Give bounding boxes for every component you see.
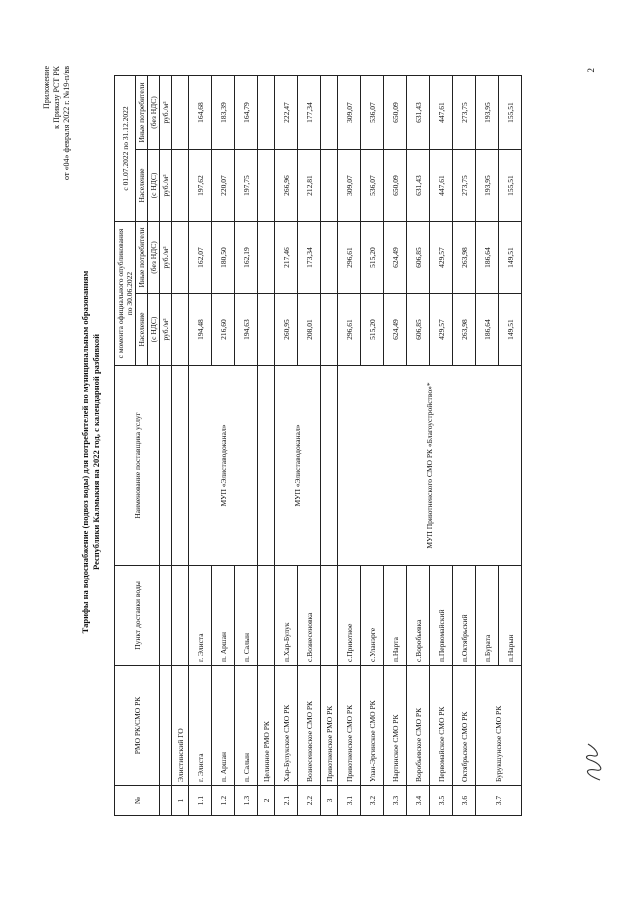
- row-p2-other: 193,95: [476, 76, 499, 150]
- row-rmo: Целинное РМО РК: [258, 666, 275, 786]
- row-p2-other: 447,61: [430, 76, 453, 150]
- row-p1-other: 173,34: [298, 222, 321, 294]
- supplier-cell: МУП «Элиставодоканал»: [275, 366, 321, 566]
- row-p2-other: 273,75: [453, 76, 476, 150]
- row-p2-other: 631,43: [407, 76, 430, 150]
- row-p1-other: 149,51: [499, 222, 522, 294]
- table-row: [338, 76, 361, 816]
- row-point: п.Нарын: [499, 566, 522, 666]
- table-row: [172, 76, 189, 816]
- row-point: п.Первомайский: [430, 566, 453, 666]
- row-num: 3.7: [476, 786, 522, 816]
- row-p2-pop: 631,43: [407, 150, 430, 222]
- handwritten-signature: [580, 742, 606, 782]
- header-unit-1: руб./м³: [160, 294, 172, 366]
- header-rmo: РМО РК/СМО РК: [115, 666, 160, 786]
- row-num: 1.3: [235, 786, 258, 816]
- row-num: 3.5: [430, 786, 453, 816]
- row-point: п. Аршан: [212, 566, 235, 666]
- tariff-table: [114, 75, 522, 816]
- header-empty-num: [160, 786, 172, 816]
- row-p1-other: 162,19: [235, 222, 258, 294]
- row-p2-pop: 155,51: [499, 150, 522, 222]
- header-period-2: с 01.07.2022 по 31.12.2022: [115, 76, 136, 222]
- row-rmo: Хар-Булукское СМО РК: [275, 666, 298, 786]
- header-vat-p1: (с НДС): [148, 294, 160, 366]
- header-population-p2: Население: [136, 150, 148, 222]
- approval-line-2: к Приказу РСТ РК: [52, 66, 61, 129]
- row-point: п. Салын: [235, 566, 258, 666]
- row-p1-pop: 216,60: [212, 294, 235, 366]
- header-empty-point: [160, 566, 172, 666]
- row-p1-other: 429,57: [430, 222, 453, 294]
- document-title: [80, 62, 102, 842]
- supplier-cell: МУП «Элиставодоканал»: [189, 366, 258, 566]
- row-rmo: п. Аршан: [212, 666, 235, 786]
- header-unit-2: руб./м³: [160, 222, 172, 294]
- row-p1-pop: 624,49: [384, 294, 407, 366]
- row-num: 3: [321, 786, 338, 816]
- row-rmo: Первомайское СМО РК: [430, 666, 453, 786]
- header-other-p1: Иные потребители: [136, 222, 148, 294]
- header-population-p1: Население: [136, 294, 148, 366]
- row-p2-pop: 273,75: [453, 150, 476, 222]
- row-p2-other: 164,79: [235, 76, 258, 150]
- header-point: Пункт доставки воды: [115, 566, 160, 666]
- row-p1-pop: 194,48: [189, 294, 212, 366]
- row-p1-pop: 606,85: [407, 294, 430, 366]
- row-p2-other: 164,68: [189, 76, 212, 150]
- row-p2-other: 155,51: [499, 76, 522, 150]
- row-rmo: Приютненское СМО РК: [338, 666, 361, 786]
- rotated-document-frame: [40, 62, 600, 842]
- row-num: 1.2: [212, 786, 235, 816]
- row-point: с.Приютное: [338, 566, 361, 666]
- row-rmo: Улан-Эргинское СМО РК: [361, 666, 384, 786]
- row-p1-pop: 263,98: [453, 294, 476, 366]
- approval-stamp-text: [42, 66, 72, 180]
- row-num: 3.4: [407, 786, 430, 816]
- row-point: п.Нарта: [384, 566, 407, 666]
- row-num: 2.2: [298, 786, 321, 816]
- row-rmo: Элистинский ГО: [172, 666, 189, 786]
- row-p1-other: 606,85: [407, 222, 430, 294]
- row-p2-other: 650,09: [384, 76, 407, 150]
- header-other-p2: Иные потребители: [136, 76, 148, 150]
- row-p1-pop: 296,61: [338, 294, 361, 366]
- row-p1-pop: 186,64: [476, 294, 499, 366]
- row-p1-other: 263,98: [453, 222, 476, 294]
- row-p2-pop: 197,62: [189, 150, 212, 222]
- row-num: 1: [172, 786, 189, 816]
- row-point: с.Воробьевка: [407, 566, 430, 666]
- header-period-1: с момента официального опубликования по 30.06.2022: [115, 222, 136, 366]
- row-p2-other: 536,07: [361, 76, 384, 150]
- row-p1-pop: 515,20: [361, 294, 384, 366]
- header-empty-supplier: [160, 366, 172, 566]
- row-p2-pop: 536,07: [361, 150, 384, 222]
- row-point: п.Октябрьский: [453, 566, 476, 666]
- row-point: с.Вознесеновка: [298, 566, 321, 666]
- table-row: [258, 76, 275, 816]
- header-unit-4: руб./м³: [160, 76, 172, 150]
- header-novat-p2: (без НДС): [148, 76, 160, 150]
- row-p2-other: 177,34: [298, 76, 321, 150]
- row-point: с.Уланэрге: [361, 566, 384, 666]
- row-num: 3.6: [453, 786, 476, 816]
- row-p1-other: 624,49: [384, 222, 407, 294]
- row-p2-other: 183,39: [212, 76, 235, 150]
- row-rmo: Приютненское РМО РК: [321, 666, 338, 786]
- row-p2-pop: 193,95: [476, 150, 499, 222]
- row-p1-pop: 429,57: [430, 294, 453, 366]
- row-rmo: Октябрьское СМО РК: [453, 666, 476, 786]
- row-p1-other: 180,50: [212, 222, 235, 294]
- row-rmo: Бурукшунское СМО РК: [476, 666, 522, 786]
- row-num: 2.1: [275, 786, 298, 816]
- header-empty-rmo: [160, 666, 172, 786]
- row-p1-other: 162,07: [189, 222, 212, 294]
- row-p2-pop: 197,75: [235, 150, 258, 222]
- row-p2-pop: 650,09: [384, 150, 407, 222]
- row-point: п.Хар-Булук: [275, 566, 298, 666]
- page-number: 2: [586, 68, 596, 73]
- table-row: [275, 76, 298, 816]
- row-num: 3.3: [384, 786, 407, 816]
- row-num: 3.2: [361, 786, 384, 816]
- row-p2-pop: 212,81: [298, 150, 321, 222]
- row-p1-other: 186,64: [476, 222, 499, 294]
- row-p2-other: 309,07: [338, 76, 361, 150]
- row-p1-pop: 208,01: [298, 294, 321, 366]
- supplier-cell: МУП Приютненского СМО РК «Благоустройство»*: [338, 366, 522, 566]
- approval-line-1: Приложение: [42, 66, 51, 109]
- row-point: г. Элиста: [189, 566, 212, 666]
- row-p2-pop: 309,07: [338, 150, 361, 222]
- row-rmo: г. Элиста: [189, 666, 212, 786]
- row-p1-pop: 149,51: [499, 294, 522, 366]
- row-num: 1.1: [189, 786, 212, 816]
- row-p2-pop: 220,07: [212, 150, 235, 222]
- header-novat-p1: (без НДС): [148, 222, 160, 294]
- row-p1-other: 217,46: [275, 222, 298, 294]
- row-p2-pop: 266,96: [275, 150, 298, 222]
- row-rmo: п. Салын: [235, 666, 258, 786]
- row-num: 3.1: [338, 786, 361, 816]
- row-p2-pop: 447,61: [430, 150, 453, 222]
- header-supplier: Наименование поставщика услуг: [115, 366, 160, 566]
- row-p1-pop: 260,95: [275, 294, 298, 366]
- title-line-1: Тарифы на водоснабжение (подвоз воды) для потребителей по муниципальным образованиям: [80, 270, 90, 634]
- row-rmo: Воробьевское СМО РК: [407, 666, 430, 786]
- row-point: п.Бурата: [476, 566, 499, 666]
- approval-line-3: от «04» февраля 2022 г. №19-п/вв: [62, 66, 71, 180]
- table-row: [321, 76, 338, 816]
- row-p1-other: 296,61: [338, 222, 361, 294]
- row-p1-pop: 194,63: [235, 294, 258, 366]
- row-num: 2: [258, 786, 275, 816]
- table-row: [189, 76, 212, 816]
- header-vat-p2: (с НДС): [148, 150, 160, 222]
- title-line-2: Республики Калмыкия на 2022 год, с календарной разбивкой: [91, 333, 101, 571]
- row-p1-other: 515,20: [361, 222, 384, 294]
- row-p2-other: 222,47: [275, 76, 298, 150]
- row-rmo: Вознесеновское СМО РК: [298, 666, 321, 786]
- header-unit-3: руб./м³: [160, 150, 172, 222]
- header-num: №: [115, 786, 160, 816]
- row-rmo: Нартинское СМО РК: [384, 666, 407, 786]
